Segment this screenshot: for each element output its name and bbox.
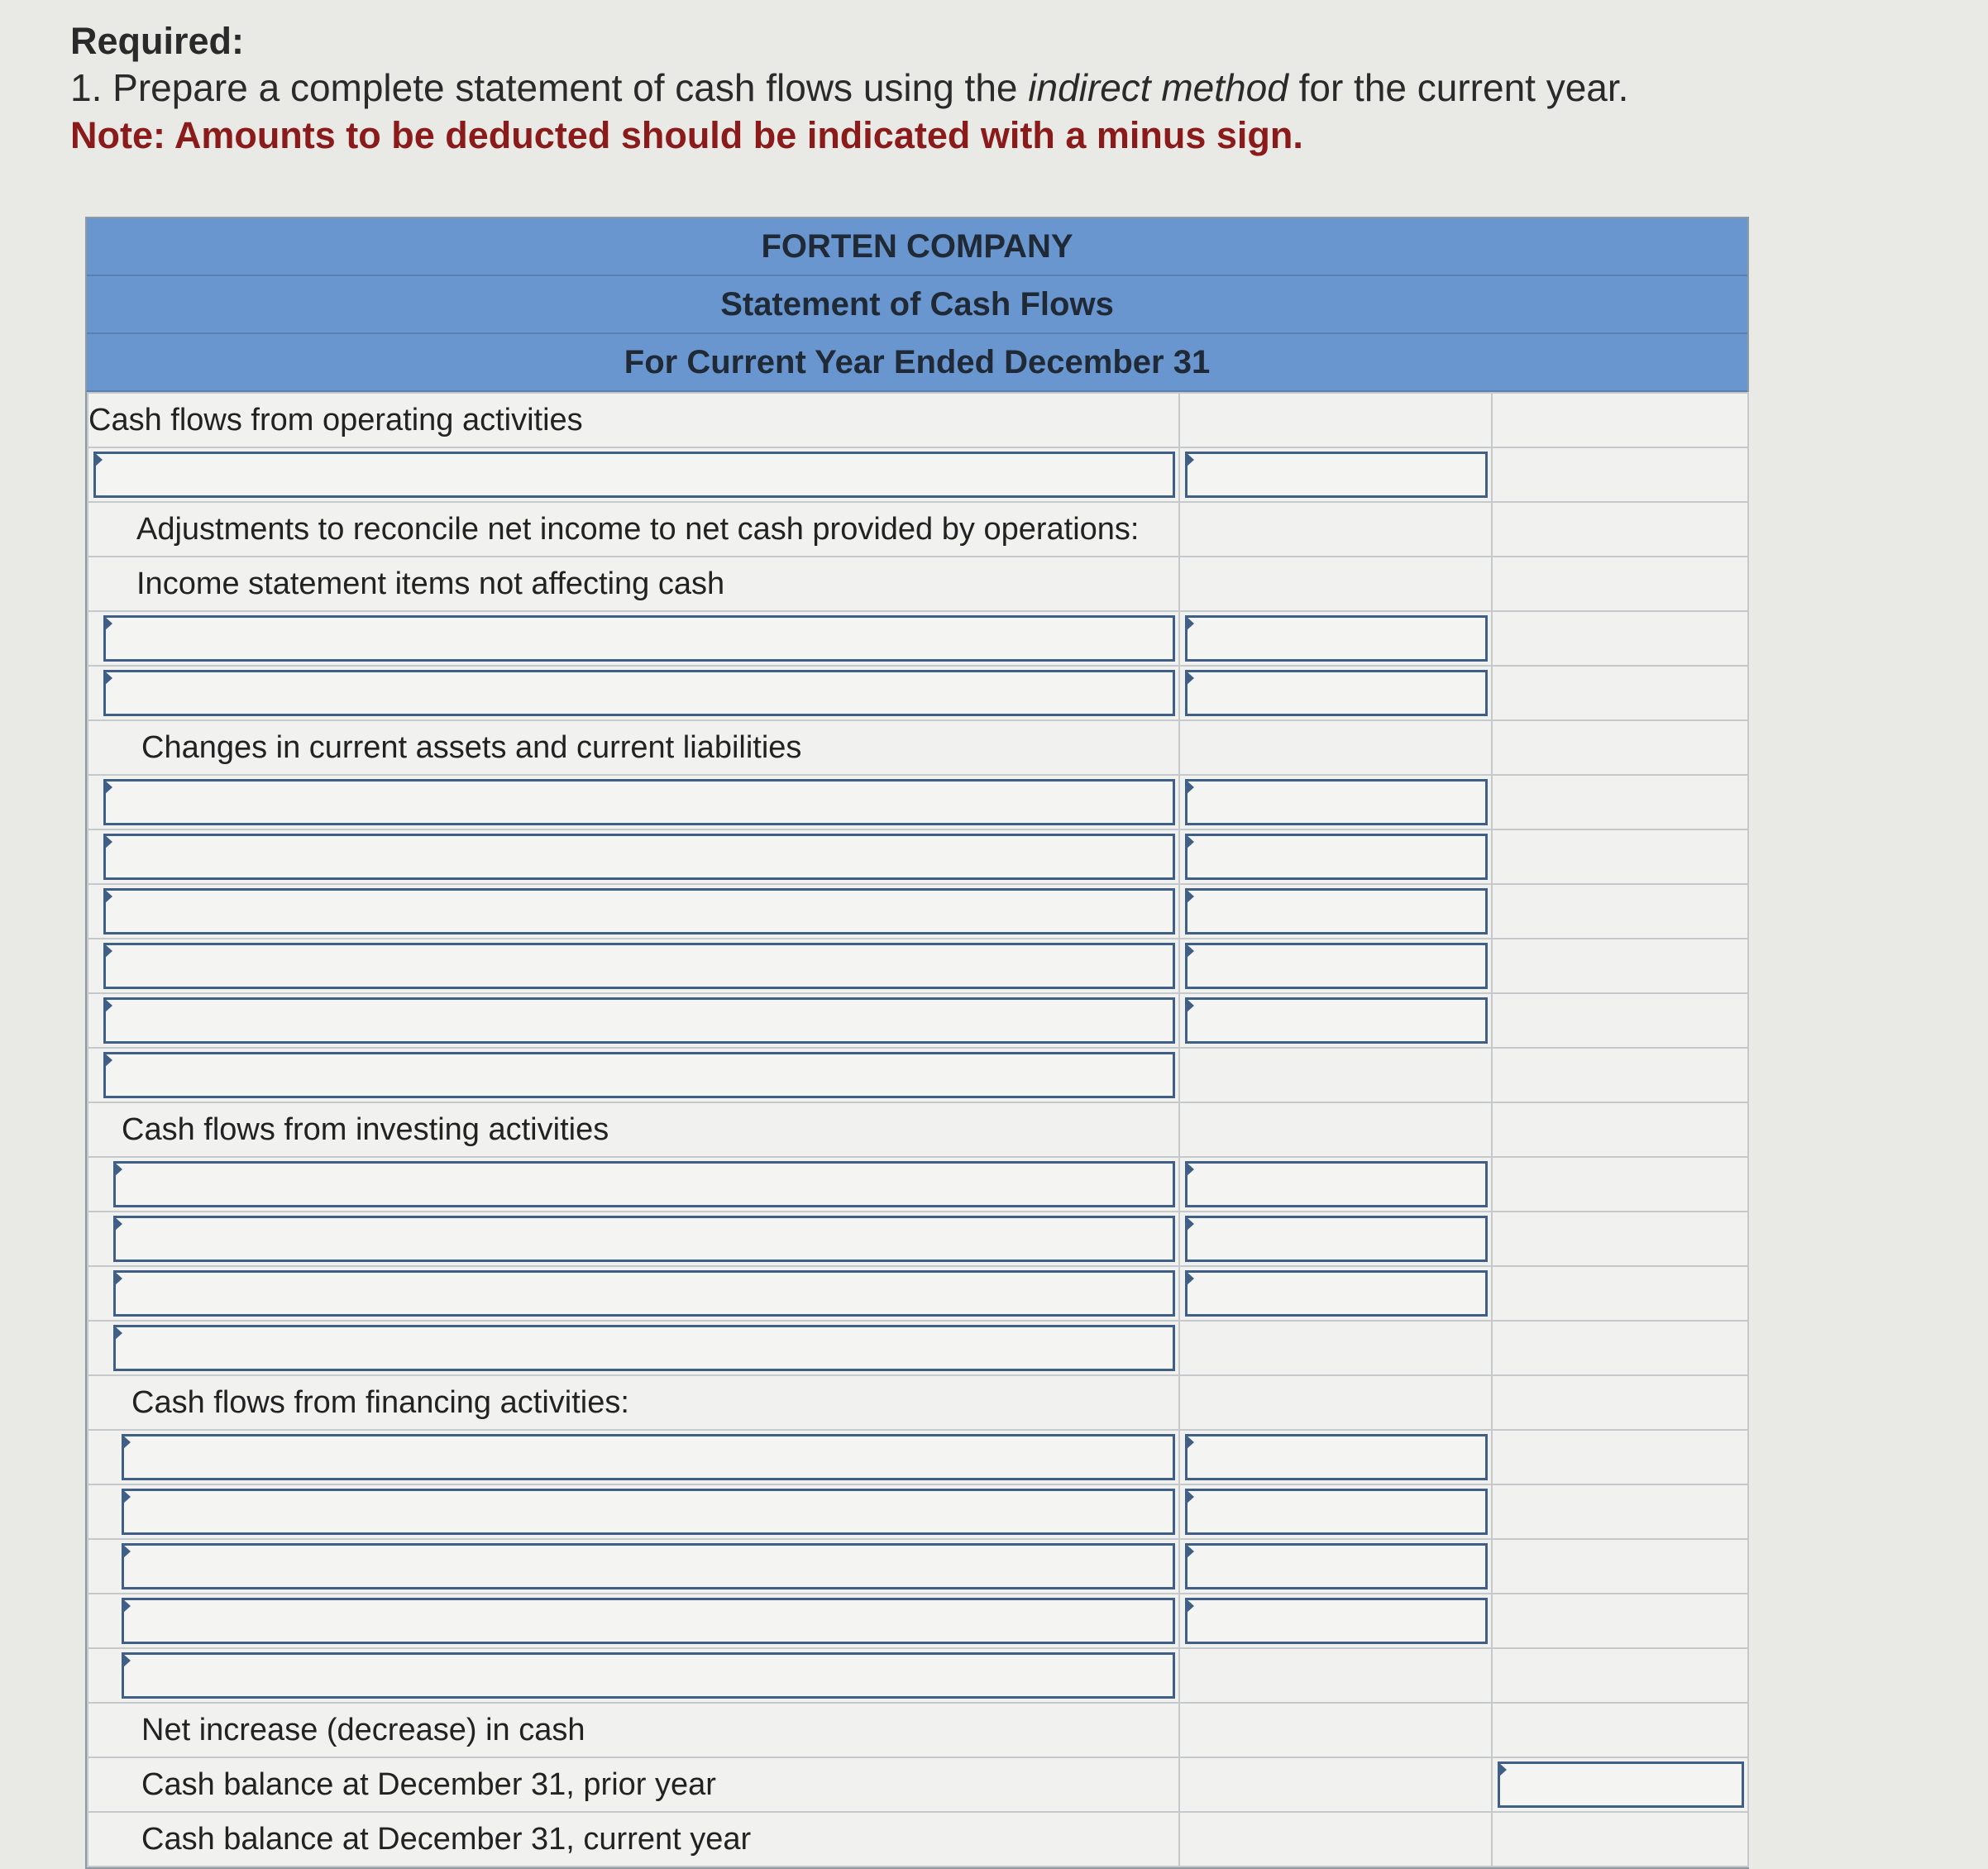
table-row: [88, 829, 1748, 884]
change-item-input[interactable]: [103, 888, 1175, 934]
non-cash-amount-input[interactable]: [1185, 615, 1488, 662]
prior-balance-input[interactable]: [1498, 1761, 1744, 1808]
financing-amount-input[interactable]: [1185, 1489, 1488, 1535]
table-row: [88, 1375, 1748, 1430]
table-row: [88, 1430, 1748, 1484]
prior-balance-label: Cash balance at December 31, prior year: [88, 1757, 1179, 1812]
required-heading: Required:: [70, 20, 245, 62]
adjustments-heading: Adjustments to reconcile net income to net cash provided by operations:: [88, 502, 1179, 557]
table-row: [88, 939, 1748, 993]
operating-amount-input[interactable]: [1185, 452, 1488, 498]
financing-item-input[interactable]: [122, 1598, 1175, 1644]
financing-item-input[interactable]: [122, 1543, 1175, 1589]
change-item-input[interactable]: [103, 834, 1175, 880]
table-row: [88, 1539, 1748, 1594]
table-row: [88, 1157, 1748, 1212]
requirement-1-prefix: 1. Prepare a complete statement of cash flows using the: [70, 66, 1029, 109]
change-amount-input[interactable]: [1185, 779, 1488, 825]
net-change-label: Net increase (decrease) in cash: [88, 1703, 1179, 1757]
investing-total-label-input[interactable]: [113, 1325, 1175, 1371]
cash-flow-statement: [85, 217, 1749, 1869]
table-row: [88, 1703, 1748, 1757]
financing-amount-input[interactable]: [1185, 1598, 1488, 1644]
statement-grid: [87, 392, 1749, 1867]
financing-heading: Cash flows from financing activities:: [88, 1375, 1179, 1430]
change-amount-input[interactable]: [1185, 997, 1488, 1044]
investing-amount-input[interactable]: [1185, 1161, 1488, 1207]
table-row: [88, 666, 1748, 720]
table-row: [88, 1812, 1748, 1867]
investing-item-input[interactable]: [113, 1270, 1175, 1317]
financing-total-label-input[interactable]: [122, 1652, 1175, 1699]
non-cash-item-input[interactable]: [103, 670, 1175, 716]
investing-amount-input[interactable]: [1185, 1216, 1488, 1262]
non-cash-amount-input[interactable]: [1185, 670, 1488, 716]
table-row: [88, 1484, 1748, 1539]
investing-amount-input[interactable]: [1185, 1270, 1488, 1317]
table-row: [88, 1102, 1748, 1157]
change-amount-input[interactable]: [1185, 834, 1488, 880]
non-cash-item-input[interactable]: [103, 615, 1175, 662]
investing-item-input[interactable]: [113, 1216, 1175, 1262]
minus-sign-note: Note: Amounts to be deducted should be indicated with a minus sign.: [70, 114, 1303, 156]
table-row: [88, 1648, 1748, 1703]
financing-item-input[interactable]: [122, 1434, 1175, 1480]
table-row: [88, 393, 1748, 447]
requirement-1: [70, 65, 1931, 111]
table-row: [88, 447, 1748, 502]
financing-item-input[interactable]: [122, 1489, 1175, 1535]
statement-period: For Current Year Ended December 31: [87, 334, 1747, 392]
table-row: [88, 1266, 1748, 1321]
change-amount-input[interactable]: [1185, 888, 1488, 934]
current-balance-label: Cash balance at December 31, current year: [88, 1812, 1179, 1867]
table-row: [88, 775, 1748, 829]
table-row: [88, 1321, 1748, 1375]
table-row: [88, 1048, 1748, 1102]
requirement-1-suffix: for the current year.: [1288, 66, 1629, 109]
table-row: [88, 993, 1748, 1048]
table-row: [88, 884, 1748, 939]
operating-heading: Cash flows from operating activities: [88, 393, 1179, 447]
operating-total-label-input[interactable]: [103, 1052, 1175, 1098]
table-row: [88, 1212, 1748, 1266]
table-row: [88, 557, 1748, 611]
change-item-input[interactable]: [103, 779, 1175, 825]
instructions: [70, 18, 1931, 159]
table-row: [88, 1594, 1748, 1648]
table-row: [88, 502, 1748, 557]
table-row: [88, 1757, 1748, 1812]
financing-amount-input[interactable]: [1185, 1434, 1488, 1480]
change-item-input[interactable]: [103, 997, 1175, 1044]
investing-heading: Cash flows from investing activities: [88, 1102, 1179, 1157]
statement-title: Statement of Cash Flows: [87, 276, 1747, 334]
operating-item-input[interactable]: [93, 452, 1175, 498]
non-cash-items-heading: Income statement items not affecting cash: [88, 557, 1179, 611]
changes-heading: Changes in current assets and current liabilities: [88, 720, 1179, 775]
financing-amount-input[interactable]: [1185, 1543, 1488, 1589]
table-row: [88, 611, 1748, 666]
change-item-input[interactable]: [103, 943, 1175, 989]
change-amount-input[interactable]: [1185, 943, 1488, 989]
table-row: [88, 720, 1748, 775]
company-name: FORTEN COMPANY: [87, 218, 1747, 276]
requirement-1-italic: indirect method: [1028, 66, 1288, 109]
investing-item-input[interactable]: [113, 1161, 1175, 1207]
